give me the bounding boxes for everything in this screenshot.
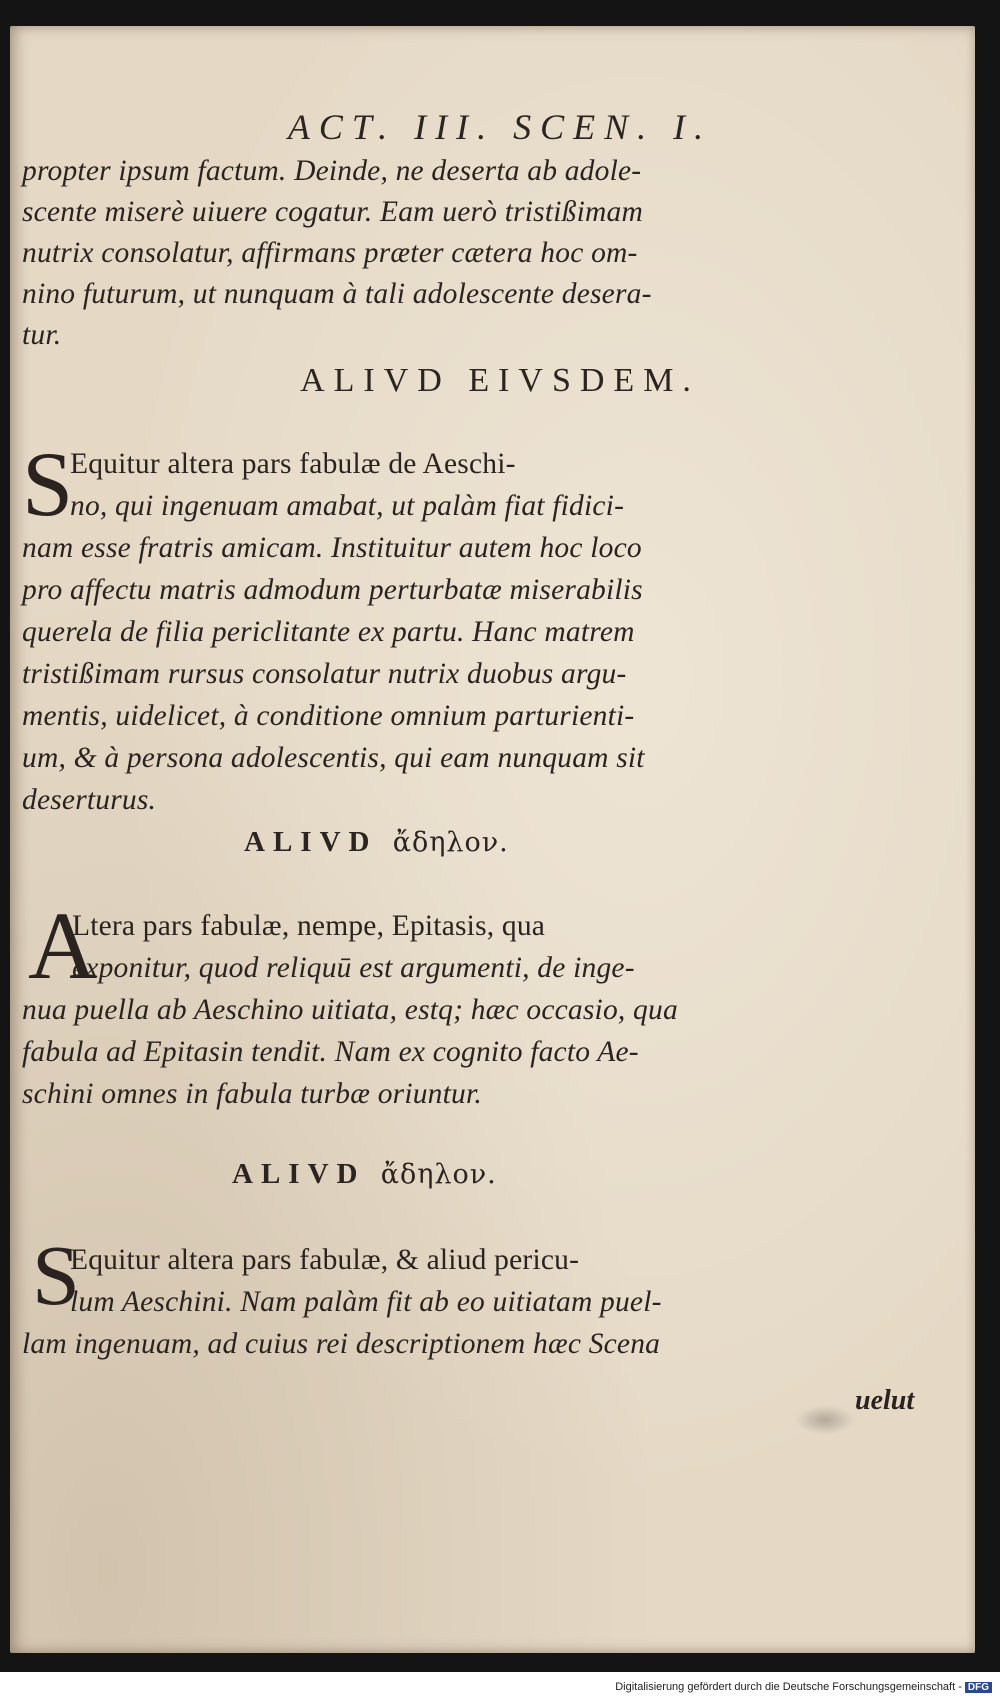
text-line: nua puella ab Aeschino uitiata, estq; hæc occasio, qua <box>22 994 678 1026</box>
text-line: querela de filia periclitante ex partu. Hanc matrem <box>22 616 635 648</box>
text-line: fabula ad Epitasin tendit. Nam ex cognito facto Ae- <box>22 1036 639 1068</box>
drop-cap: S <box>22 433 74 535</box>
text-line: schini omnes in fabula turbæ oriuntur. <box>22 1078 482 1110</box>
section-heading <box>244 826 509 859</box>
text-line: nam esse fratris amicam. Instituitur autem hoc loco <box>22 532 642 564</box>
text-line: Equitur altera pars fabulæ, & aliud pericu- <box>70 1244 580 1276</box>
text-line: mentis, uidelicet, à conditione omnium parturienti- <box>22 700 635 732</box>
catchword: uelut <box>855 1385 915 1416</box>
text-line: um, & à persona adolescentis, qui eam nunquam sit <box>22 742 645 774</box>
text-line: scente miserè uiuere cogatur. Eam uerò tristißimam <box>22 196 643 228</box>
text-line: propter ipsum factum. Deinde, ne deserta ab adole- <box>22 155 642 187</box>
text-line: tristißimam rursus consolatur nutrix duobus argu- <box>22 658 627 690</box>
heading-greek: ἄδηλον. <box>380 1159 497 1190</box>
text-line: lum Aeschini. Nam palàm fit ab eo uitiatam puel- <box>70 1286 662 1318</box>
footer-text: Digitalisierung gefördert durch die Deutsche Forschungsgemeinschaft - <box>615 1681 962 1693</box>
drop-cap: S <box>32 1227 80 1323</box>
drop-cap: A <box>28 892 98 999</box>
running-header: ACT. III. SCEN. I. <box>287 107 713 147</box>
text-line: pro affectu matris admodum perturbatæ miserabilis <box>22 574 643 606</box>
section-heading <box>232 1158 497 1191</box>
text-line: Equitur altera pars fabulæ de Aeschi- <box>70 448 516 480</box>
heading-word: ALIVD <box>244 826 378 858</box>
paper-stain <box>795 1405 855 1435</box>
text-line: Ltera pars fabulæ, nempe, Epitasis, qua <box>72 910 546 942</box>
text-line: lam ingenuam, ad cuius rei descriptionem hæc Scena <box>22 1328 661 1360</box>
text-line: deserturus. <box>22 784 157 816</box>
dfg-logo: DFG <box>965 1682 992 1693</box>
text-line: no, qui ingenuam amabat, ut palàm fiat fidici- <box>70 490 625 522</box>
text-line: tur. <box>22 319 62 351</box>
section-heading: ALIVD EIVSDEM. <box>300 362 700 399</box>
heading-greek: ἄδηλον. <box>392 827 509 858</box>
heading-word: ALIVD <box>232 1158 366 1190</box>
digitization-footer <box>615 1681 992 1693</box>
text-line: exponitur, quod reliquū est argumenti, de inge- <box>72 952 635 984</box>
text-line: nutrix consolatur, affirmans præter cætera hoc om- <box>22 237 638 269</box>
text-line: nino futurum, ut nunquam à tali adolescente desera- <box>22 278 652 310</box>
